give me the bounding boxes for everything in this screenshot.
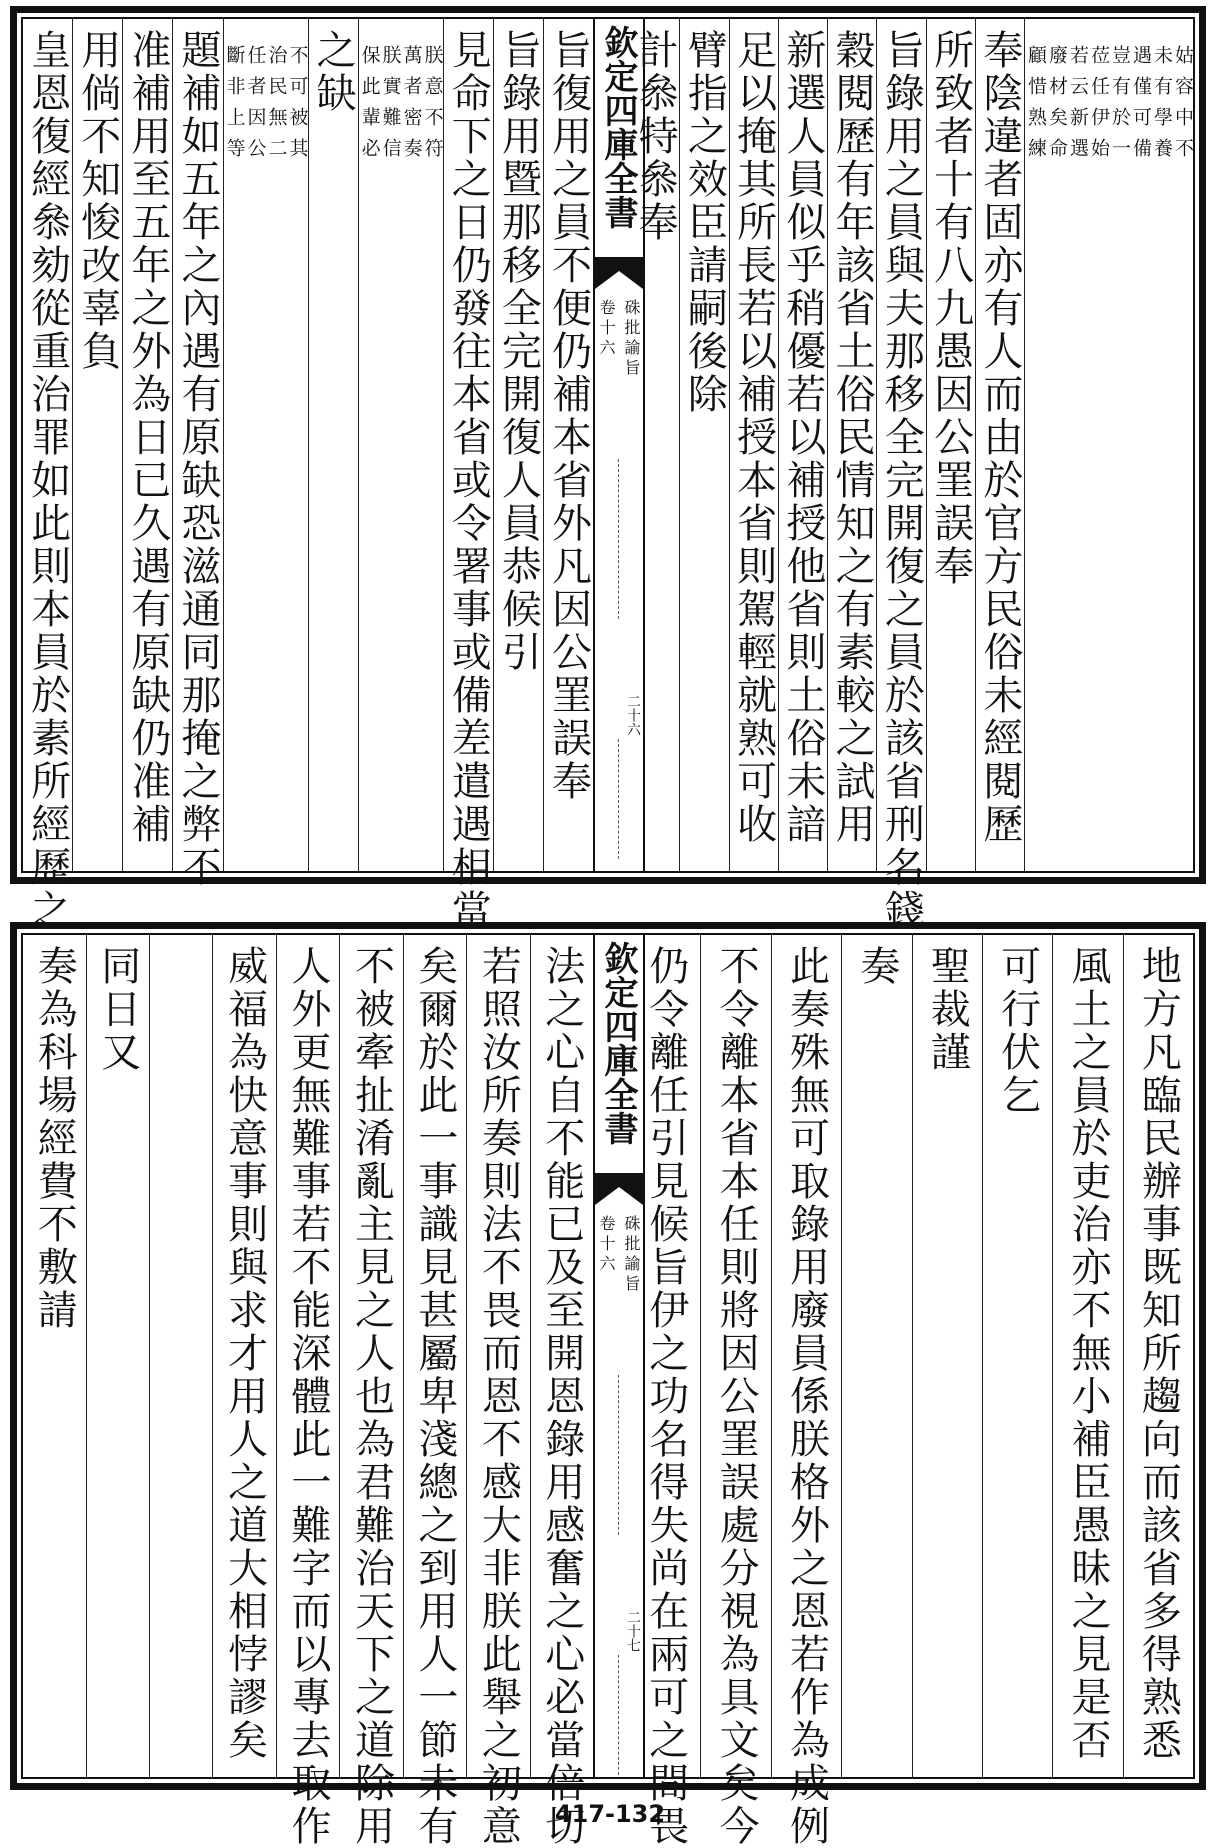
main-text-line: 風土之員於吏治亦不無小補臣愚昧之見是否 [1064,945,1111,1762]
text-column [679,19,728,871]
text-column [339,935,402,1848]
annotation-line: 朕實難信 [379,45,402,169]
page-frame [21,17,1195,932]
page-number-footer: 417-132 [554,1800,666,1828]
fishtail-mark-icon [595,257,643,289]
spine-folio: 二十七 [625,1610,641,1652]
spine-folio: 二十六 [625,694,641,736]
main-text-line: 奉陰違者固亦有人而由於官方民俗未經閱歷 [976,29,1023,846]
main-text-line: 臂指之效臣請嗣後除 [681,29,728,416]
main-text-line: 新選人員似乎稍優若以補授他省則土俗未諳 [779,29,826,846]
main-text-line: 地方凡臨民辦事既知所趨向而該省多得熟悉 [1135,945,1182,1762]
annotation-line: 姑容中不 [1172,45,1194,169]
spine-divider [618,739,620,859]
text-column [122,19,172,871]
spine-book-title: 欽定四庫全書 [598,25,638,229]
page-top [10,6,1206,932]
text-column [1052,935,1122,1777]
text-column [827,19,876,871]
main-text-line: 不被牽扯淆亂主見之人也為君難治天下之道除用 [348,945,395,1848]
annotation-line: 遇僅可備 [1130,45,1152,169]
main-text-line: 可行伏乞 [994,945,1041,1117]
main-text-line: 旨錄用之員與夫那移全完開復之員於該省刑名錢 [878,29,925,932]
main-text-line: 皇恩復經叅劾從重治罪如此則本員於素所經歷之 [24,29,71,932]
annotation-line: 廢材矣命 [1046,45,1068,169]
text-column [876,19,925,932]
annotation-line: 朕意不符 [421,45,444,169]
annotation-line: 若云新選 [1067,45,1089,169]
text-column [1123,935,1193,1777]
text-column [771,935,841,1848]
right-half-columns [631,935,1193,1848]
spine [593,19,645,871]
main-text-line: 穀閱歷有年該省土俗民情知之有素較之試用 [829,29,876,846]
main-text-line: 旨錄用暨那移全完開復人員恭候引 [495,29,542,674]
text-column [975,19,1024,871]
annotation-line: 莅任伊始 [1088,45,1110,169]
annotation-line: 顧惜熟練 [1025,45,1047,169]
main-text-line: 足以掩其所長若以補授本省則駕輕就熟可收 [730,29,777,846]
text-column [149,935,212,1777]
text-column [466,935,529,1848]
main-text-line: 若照汝所奏則法不畏而恩不感大非朕此舉之初意 [475,945,522,1848]
main-text-line: 同日又 [94,945,141,1074]
main-text-line: 威福為快意事則與求才用人之道大相悖謬矣 [221,945,268,1762]
spine-volume: 卷十六 [597,1215,616,1275]
text-column [530,935,593,1848]
annotation-line: 豈有於一 [1109,45,1131,169]
main-text-line: 矣爾於此一事識見甚屬卑淺總之到用人一節未有 [411,945,458,1848]
main-text-line: 此奏殊無可取錄用廢員係朕格外之恩若作為成例 [783,945,830,1848]
main-text-line: 聖裁謹 [924,945,971,1074]
text-column [223,19,308,871]
main-text-line: 法之心自不能已及至開恩錄用感奮之心必當倍切 [538,945,585,1848]
right-half-columns [631,19,1194,932]
main-text-line: 旨復用之員不便仍補本省外凡因公罣誤奉 [545,29,592,803]
text-column [841,935,911,1777]
annotation-line: 未有學養 [1151,45,1173,169]
annotation-line: 不可被其 [286,45,309,169]
text-column [493,19,543,871]
spine-book-title: 欽定四庫全書 [598,941,638,1145]
text-column [912,935,982,1777]
main-text-line: 計叅特叅奉 [632,29,679,244]
annotation-line: 斷非上等 [223,45,246,169]
text-column [276,935,339,1848]
annotation-line: 萬者密奏 [400,45,423,169]
text-column [172,19,222,889]
main-text-line: 人外更無難事若不能深體此一難字而以專去取作 [285,945,332,1848]
fishtail-mark-icon [595,1173,643,1205]
text-column [926,19,975,871]
main-text-line: 題補如五年之內遇有原缺恐滋通同那掩之弊不 [174,29,221,889]
spine-subtitle [595,299,643,379]
text-column [358,19,443,871]
main-text-line: 用倘不知悛改辜負 [74,29,121,373]
main-text-line: 奏 [853,945,900,988]
spine-divider [618,459,620,619]
text-column [23,935,85,1777]
text-column [778,19,827,871]
main-text-line: 仍令離任引見候旨伊之功名得失尚在兩可之間畏 [642,945,689,1848]
spine [593,935,645,1777]
main-text-line: 奏為科場經費不敷請 [31,945,78,1332]
text-column [443,19,493,932]
annotation-line: 任者因公 [244,45,267,169]
text-column [23,19,72,932]
main-text-line: 之缺 [310,29,357,115]
left-half-columns [23,19,593,932]
text-column [543,19,593,871]
spine-subtitle [595,1215,643,1295]
main-text-line: 不令離本省本任則將因公罣誤處分視為具文矣今 [713,945,760,1848]
main-text-line: 准補用至五年之外為日已久遇有原缺仍准補 [124,29,171,846]
spine-section: 硃批諭旨 [622,299,641,379]
text-column [403,935,466,1848]
main-text-line: 見命下之日仍發往本省或令署事或備差遣遇相當 [445,29,492,932]
text-column [72,19,122,871]
text-column [982,935,1052,1777]
annotation-line: 保此輩必 [358,45,381,169]
text-column [729,19,778,871]
spine-section: 硃批諭旨 [622,1215,641,1295]
text-column [86,935,149,1777]
spine-volume: 卷十六 [597,299,616,359]
annotation-line: 治民無二 [265,45,288,169]
spine-divider [618,1655,620,1775]
spine-divider [618,1375,620,1535]
text-column [700,935,770,1848]
text-column [308,19,358,871]
text-column [1024,19,1193,871]
left-half-columns [23,935,593,1848]
text-column [212,935,275,1777]
main-text-line: 所致者十有八九愚因公罣誤奉 [927,29,974,588]
